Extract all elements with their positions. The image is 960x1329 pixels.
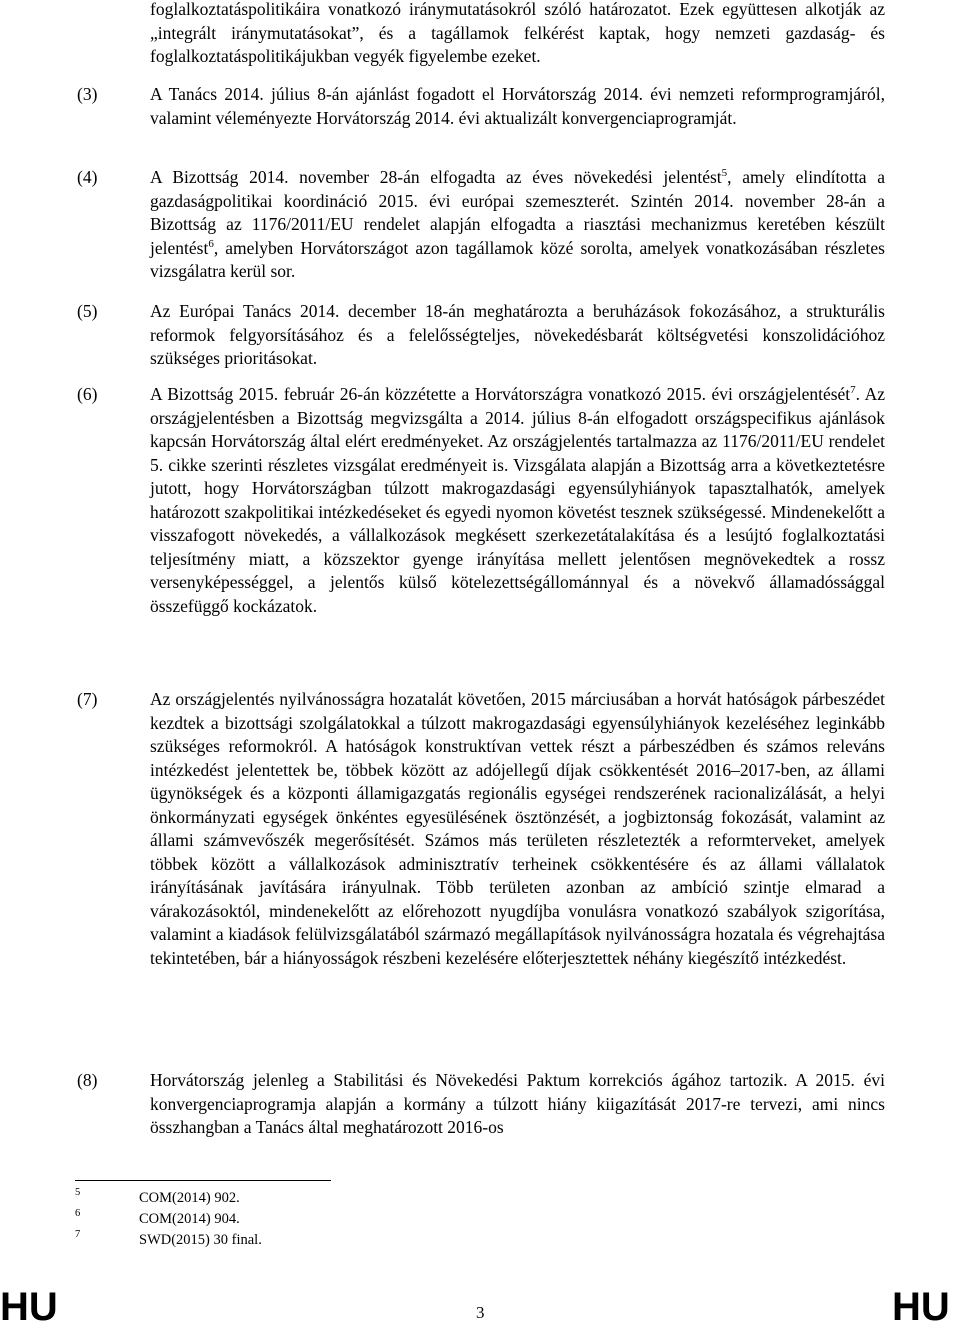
paragraph-3 bbox=[150, 83, 885, 130]
paragraph-number: (3) bbox=[77, 84, 98, 104]
footnote-divider bbox=[75, 1180, 331, 1181]
paragraph-number: (5) bbox=[77, 301, 98, 321]
paragraph-text: Az országjelentés nyilvánosságra hozatalát követően, 2015 márciusában a horvát hatóságok párbeszédet kezdtek a bizottsági szolgálatokkal a túlzott makrogazdasági egyensúlyhiányok kezeléséhez leginkább szükséges reformokról. A hatóságok konstruktívan vettek részt a párbeszédben és számos releváns intézkedést jelentettek be, többek között az adójellegű díjak csökkentését 2016–2017-ben, az állami ügynökségek és a központi államigazgatás regionális egységei rendszerének racionalizálását, a helyi önkormányzati egységek önkéntes egyesülésének ösztönzését, a jogbiztonság fokozását, valamint az állami számvevőszék megerősítését. Számos más területen részletezték a reformterveket, amelyek többek között a vállalkozások adminisztratív terheinek csökkentésére és az állami vállalatok irányításának javítására irányulnak. Több területen azonban az ambíció szintje elmarad a várakozásoktól, mindenekelőtt az előrehozott nyugdíjba vonulásra vonatkozó szabályok szigorítása, valamint a kiadások felülvizsgálatából származó megállapítások nyilvánosságra hozatala és végrehajtása tekintetében, bár a hiányosságok részbeni kezelésére előterjesztettek néhány kiegészítő intézkedést. bbox=[150, 689, 885, 968]
paragraph-text: A Bizottság 2015. február 26-án közzétette a Horvátországra vonatkozó 2015. évi országjelentését bbox=[150, 384, 851, 404]
paragraph-text: , amelyben Horvátországot azon tagállamok közé sorolta, amelyek vonatkozásában részletes vizsgálatra kerül sor. bbox=[150, 237, 885, 281]
footnote-number: 7 bbox=[75, 1229, 81, 1240]
footnote-number: 6 bbox=[75, 1208, 81, 1219]
paragraph-text: foglalkoztatáspolitikáira vonatkozó iránymutatásokról szóló határozatot. Ezek együttesen alkotják az „integrált iránymutatásokat”, és a tagállamok felkérést kaptak, hogy nemzeti gazdaság- és foglalkoztatáspolitikájukban vegyék figyelembe ezeket. bbox=[150, 0, 885, 66]
paragraph-5 bbox=[150, 300, 885, 371]
language-code-left: HU bbox=[0, 1285, 58, 1329]
paragraph-7 bbox=[150, 688, 885, 970]
paragraph-text: A Bizottság 2014. november 28-án elfogadta az éves növekedési jelentést bbox=[150, 167, 722, 187]
footnote-ref[interactable]: 7 bbox=[850, 384, 856, 397]
paragraph-number: (8) bbox=[77, 1070, 98, 1090]
paragraph-number: (6) bbox=[77, 384, 98, 404]
paragraph-text: Horvátország jelenleg a Stabilitási és Növekedési Paktum korrekciós ágához tartozik. A 2015. évi konvergenciaprogramja alapján a kormány a túlzott hiány kiigazítását 2017-re tervezi, ami nincs összhangban a Tanács által meghatározott 2016-os bbox=[150, 1070, 885, 1137]
footnote-ref[interactable]: 6 bbox=[208, 237, 214, 250]
paragraph-number: (7) bbox=[77, 689, 98, 709]
paragraph-4 bbox=[150, 166, 885, 284]
paragraph-8 bbox=[150, 1069, 885, 1140]
language-code-right: HU bbox=[892, 1285, 950, 1329]
paragraph-text: Az Európai Tanács 2014. december 18-án meghatározta a beruházások fokozásához, a strukturális reformok felgyorsításához és a felelősségteljes, növekedésbarát költségvetési konszolidációhoz szükséges prioritásokat. bbox=[150, 301, 885, 368]
paragraph-text: , amely elindította a gazdaságpolitikai koordináció 2015. évi európai szemeszterét. Szintén 2014. november 28-án a Bizottság az 1176/2011/EU rendelet alapján elfogadta a riasztási mechanizmus keretében készült jelentést bbox=[150, 167, 886, 258]
paragraph-6 bbox=[150, 383, 885, 618]
paragraph-intro bbox=[150, 0, 885, 69]
footnote-text: SWD(2015) 30 final. bbox=[139, 1232, 262, 1248]
footnote-number: 5 bbox=[75, 1187, 81, 1198]
footnote-text: COM(2014) 902. bbox=[139, 1190, 240, 1206]
paragraph-text: A Tanács 2014. július 8-án ajánlást fogadott el Horvátország 2014. évi nemzeti reformprogramjáról, valamint véleményezte Horvátország 2014. évi aktualizált konvergenciaprogramját. bbox=[150, 84, 885, 128]
footnote-text: COM(2014) 904. bbox=[139, 1211, 240, 1227]
paragraph-number: (4) bbox=[77, 167, 98, 187]
paragraph-text: . Az országjelentésben a Bizottság megvizsgálta a 2014. július 8-án elfogadott országspecifikus ajánlások kapcsán Horvátország által elért eredményeket. Az országjelentés tartalmazza az 1176/2011/EU rendelet 5. cikke szerinti részletes vizsgálat eredményeit is. Vizsgálata alapján a Bizottság arra a következtetésre jutott, hogy Horvátországban túlzott makrogazdasági egyensúlyhiányok tapasztalhatók, amelyek határozott szakpolitikai intézkedéseket és egyedi nyomon követést tesznek szükségessé. Mindenekelőtt a visszafogott növekedés, a vállalkozások megkésett szerkezetátalakítása és a lesújtó foglalkoztatási teljesítmény miatt, a közszektor gyenge irányítása mellett jelentősen megnövekedtek a rossz versenyképességgel, a jelentős külső kötelezettségállománnyal és a növekvő államadóssággal összefüggő kockázatok. bbox=[150, 384, 885, 616]
page-number: 3 bbox=[476, 1303, 485, 1322]
footnote-ref[interactable]: 5 bbox=[721, 167, 728, 180]
